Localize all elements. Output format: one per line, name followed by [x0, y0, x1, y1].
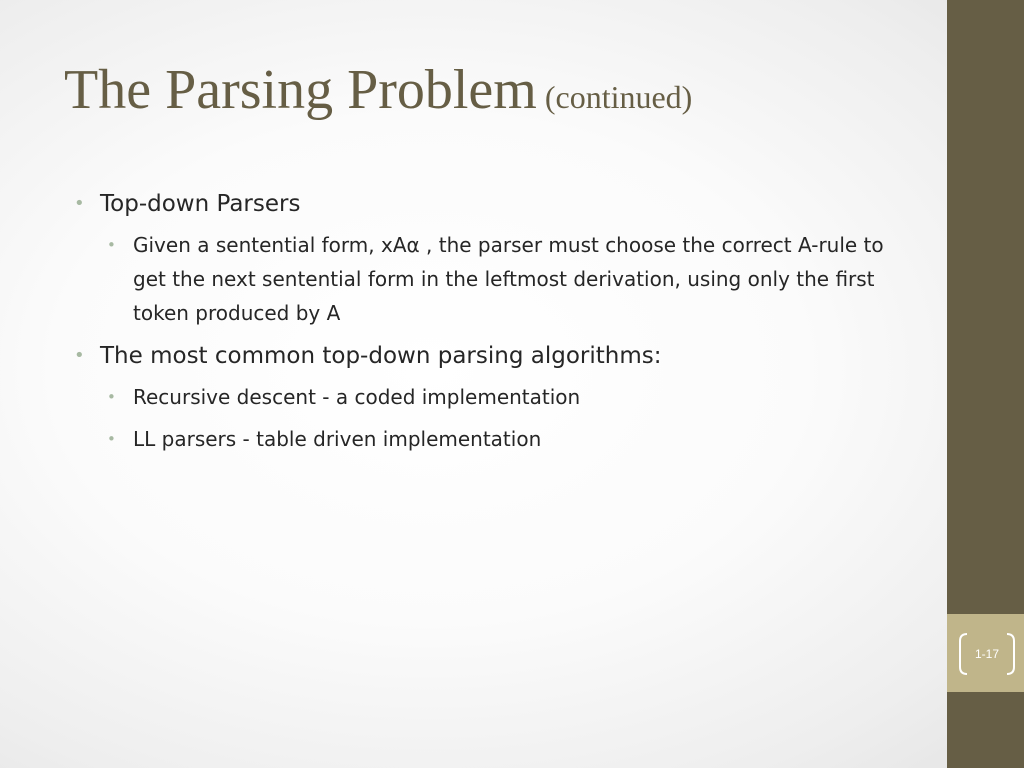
- slide-title-suffix: (continued): [544, 79, 693, 115]
- slide-title-main: The Parsing Problem: [64, 59, 537, 121]
- sub-bullet-ll-parsers: [105, 422, 912, 456]
- sub-bullet-text: Recursive descent - a coded implementation: [133, 385, 581, 409]
- sub-bullet-text: LL parsers - table driven implementation: [133, 427, 542, 451]
- bullet-dot-icon: •: [107, 236, 116, 254]
- bullet-top-down-parsers: [72, 186, 912, 222]
- sub-bullet-text: Given a sentential form, xAα , the parser must choose the correct A-rule to get the next sentential form in the leftmost derivation, using only the first token produced by A: [133, 233, 884, 325]
- sub-bullet-recursive-descent: [105, 380, 912, 414]
- bullet-dot-icon: •: [74, 345, 85, 366]
- bullet-dot-icon: •: [74, 193, 85, 214]
- bullet-common-algorithms: [72, 338, 912, 374]
- slide-number: 1-17: [974, 647, 1000, 661]
- slide-title: [64, 58, 692, 122]
- slide-body: [72, 186, 912, 464]
- bullet-dot-icon: •: [107, 430, 116, 448]
- sub-bullet-sentential-form: [105, 228, 912, 330]
- bullet-text: Top-down Parsers: [100, 191, 301, 217]
- slide-number-frame: [957, 632, 1017, 676]
- bullet-text: The most common top-down parsing algorithms:: [100, 343, 662, 369]
- bullet-dot-icon: •: [107, 388, 116, 406]
